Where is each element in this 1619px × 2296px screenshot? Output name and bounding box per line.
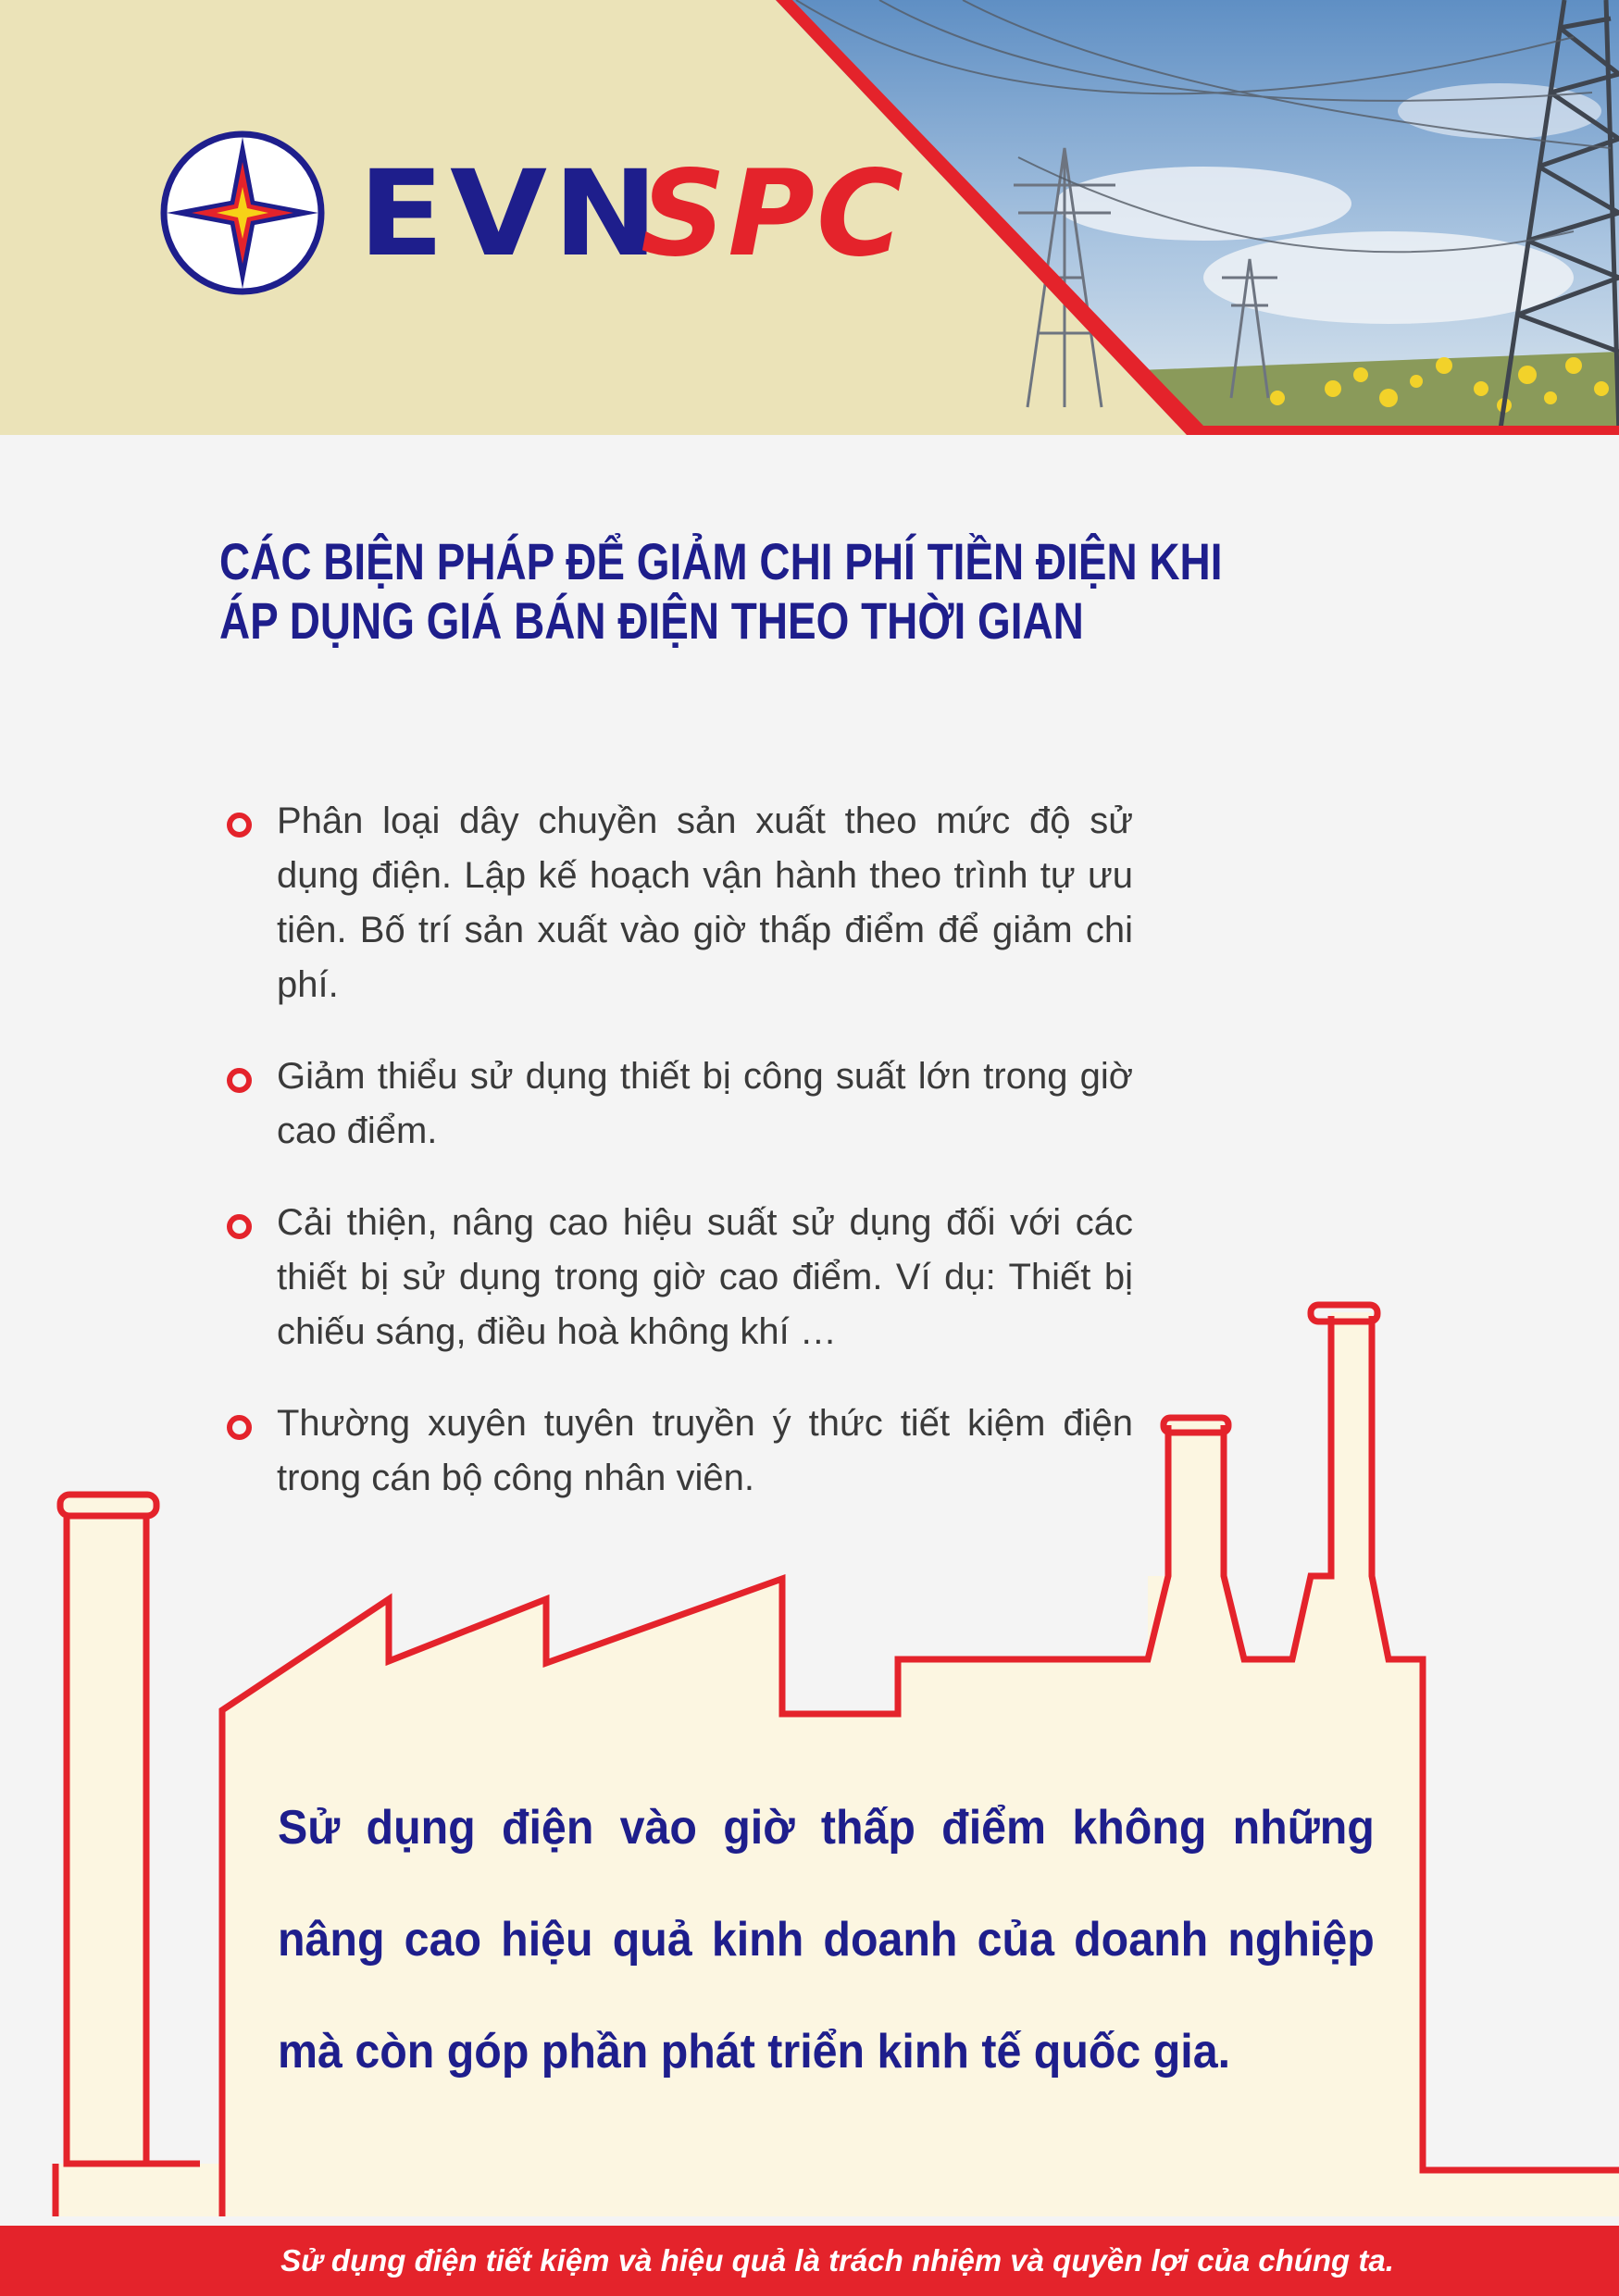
slogan-text: Sử dụng điện vào giờ thấp điểm không những nâng cao hiệu quả kinh doanh của doanh nghiệp mà còn góp phần phát triển kinh tế quốc gia.: [278, 1801, 1375, 2079]
evnspc-logo: [159, 130, 1085, 305]
list-item-text: Giảm thiểu sử dụng thiết bị công suất lớn trong giờ cao điểm.: [277, 1056, 1133, 1151]
footer-bar: [0, 2226, 1619, 2296]
list-item: [227, 794, 1134, 1012]
bullet-circle-icon: [227, 1214, 252, 1239]
list-item: [227, 1049, 1134, 1159]
title-line-2: ÁP DỤNG GIÁ BÁN ĐIỆN THEO THỜI GIAN: [219, 591, 1084, 650]
logo-text-spc: SPC: [641, 145, 905, 283]
title-line-1: CÁC BIỆN PHÁP ĐỂ GIẢM CHI PHÍ TIỀN ĐIỆN KHI: [219, 532, 1223, 590]
footer-text: Sử dụng điện tiết kiệm và hiệu quả là trách nhiệm và quyền lợi của chúng ta.: [280, 2243, 1394, 2277]
logo-text-evn: EVN: [358, 145, 665, 283]
list-item-text: Cải thiện, nâng cao hiệu suất sử dụng đối với các thiết bị sử dụng trong giờ cao điểm. Ví dụ: Thiết bị chiếu sáng, điều hoà không khí …: [277, 1202, 1133, 1352]
evn-star-emblem-icon: [159, 130, 326, 296]
list-item-text: Phân loại dây chuyền sản xuất theo mức độ sử dụng điện. Lập kế hoạch vận hành theo trình tự ưu tiên. Bố trí sản xuất vào giờ thấp điểm để giảm chi phí.: [277, 800, 1133, 1005]
page-title: [219, 532, 1229, 651]
list-item-text: Thường xuyên tuyên truyền ý thức tiết kiệm điện trong cán bộ công nhân viên.: [277, 1403, 1133, 1498]
bullet-circle-icon: [227, 813, 252, 838]
bullet-circle-icon: [227, 1068, 252, 1093]
